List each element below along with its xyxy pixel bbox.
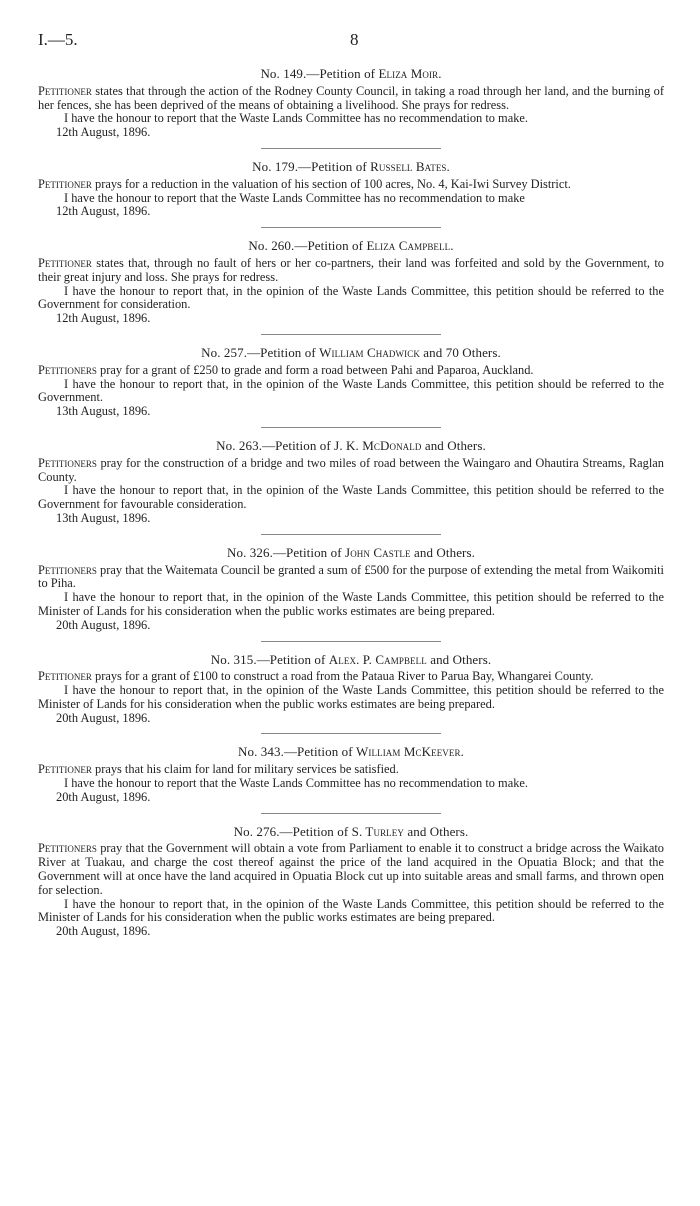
petitioner-name: William Chadwick bbox=[319, 344, 420, 360]
petition-257 bbox=[38, 346, 664, 419]
divider bbox=[261, 733, 441, 734]
petition-body: Petitioners pray for the construction of a bridge and two miles of road between the Waingaro and Ohautira Streams, Raglan County. bbox=[38, 455, 664, 484]
petitioner-name: Russell Bates. bbox=[370, 158, 450, 174]
report-date: 20th August, 1896. bbox=[56, 710, 151, 725]
committee-report: I have the honour to report that the Waste Lands Committee has no recommendation to make. bbox=[64, 111, 528, 126]
committee-report: I have the honour to report that, in the opinion of the Waste Lands Committee, this petition should be referred to the Government for favourable consideration. bbox=[38, 483, 664, 512]
petition-body: Petitioner states that, through no fault of hers or her co-partners, their land was forfeited and sold by the Government, to their great injury and loss. She prays for redress. bbox=[38, 255, 664, 284]
petition-315 bbox=[38, 653, 664, 726]
committee-report: I have the honour to report that the Waste Lands Committee has no recommendation to make bbox=[64, 190, 525, 205]
divider bbox=[261, 148, 441, 149]
petition-149 bbox=[38, 67, 664, 140]
report-date: 20th August, 1896. bbox=[56, 617, 151, 632]
report-date: 13th August, 1896. bbox=[56, 510, 151, 525]
petition-260 bbox=[38, 239, 664, 326]
divider bbox=[261, 641, 441, 642]
petitioner-name: Alex. P. Campbell bbox=[328, 651, 427, 667]
petitioner-name: William McKeever. bbox=[356, 744, 464, 760]
petition-body: Petitioners pray that the Waitemata Council be granted a sum of £500 for the purpose of extending the metal from Waikomiti to Piha. bbox=[38, 562, 664, 591]
committee-report: I have the honour to report that, in the opinion of the Waste Lands Committee, this petition should be referred to the Minister of Lands for his consideration when the public works estimates are being prepared. bbox=[38, 590, 664, 618]
petition-179 bbox=[38, 160, 664, 219]
petition-263 bbox=[38, 439, 664, 526]
divider bbox=[261, 334, 441, 335]
committee-report: I have the honour to report that, in the opinion of the Waste Lands Committee, this petition should be referred to the Government for consideration. bbox=[38, 283, 664, 312]
petitioner-name: S. Turley bbox=[351, 823, 404, 839]
petition-title: No. 263.—Petition of J. K. McDonald and Others. bbox=[216, 437, 486, 453]
petitioner-name: John Castle bbox=[345, 544, 411, 560]
divider bbox=[261, 227, 441, 228]
report-date: 12th August, 1896. bbox=[56, 125, 151, 140]
committee-report: I have the honour to report that, in the opinion of the Waste Lands Committee, this petition should be referred to the Government. bbox=[38, 376, 664, 405]
page-number: 8 bbox=[350, 30, 359, 49]
petition-title: No. 343.—Petition of William McKeever. bbox=[238, 744, 464, 760]
petitioner-name: Eliza Campbell. bbox=[366, 238, 454, 254]
report-date: 20th August, 1896. bbox=[56, 789, 151, 804]
petition-326 bbox=[38, 546, 664, 633]
petition-title: No. 257.—Petition of William Chadwick and 70 Others. bbox=[201, 344, 501, 360]
committee-report: I have the honour to report that, in the opinion of the Waste Lands Committee, this petition should be referred to the Minister of Lands for his consideration when the public works estimates are being prepared. bbox=[38, 683, 664, 711]
committee-report: I have the honour to report that the Waste Lands Committee has no recommendation to make. bbox=[64, 776, 528, 791]
petition-list bbox=[38, 67, 664, 939]
divider bbox=[261, 427, 441, 428]
document-reference: I.—5. bbox=[38, 30, 78, 49]
divider bbox=[261, 534, 441, 535]
petitioner-name: Eliza Moir. bbox=[378, 66, 442, 81]
petition-title: No. 315.—Petition of Alex. P. Campbell and Others. bbox=[210, 651, 492, 667]
petition-body: Petitioners pray for a grant of £250 to grade and form a road between Pahi and Paparoa, Auckland. bbox=[38, 362, 534, 377]
report-date: 12th August, 1896. bbox=[56, 204, 151, 219]
petition-body: Petitioner prays that his claim for land for military services be satisfied. bbox=[38, 762, 399, 777]
report-date: 13th August, 1896. bbox=[56, 404, 151, 419]
committee-report: I have the honour to report that, in the opinion of the Waste Lands Committee, this petition should be referred to the Minister of Lands for his consideration when the public works estimates are being prepared. bbox=[38, 896, 664, 925]
petition-title: No. 179.—Petition of Russell Bates. bbox=[252, 158, 450, 174]
page-header bbox=[38, 30, 660, 52]
report-date: 12th August, 1896. bbox=[56, 311, 151, 326]
petition-title: No. 326.—Petition of John Castle and Others. bbox=[227, 544, 475, 560]
petition-body: Petitioner prays for a grant of £100 to construct a road from the Pataua River to Parua Bay, Whangarei County. bbox=[38, 669, 594, 684]
divider bbox=[261, 813, 441, 814]
petition-title: No. 149.—Petition of Eliza Moir. bbox=[260, 66, 442, 81]
petition-body: Petitioner states that through the action of the Rodney County Council, in taking a road through her land, and the burning of her fences, she has been deprived of the means of obtaining a livelihood. She prays for redress. bbox=[38, 83, 664, 112]
report-date: 20th August, 1896. bbox=[56, 924, 151, 939]
petition-276 bbox=[38, 825, 664, 939]
petition-343 bbox=[38, 745, 664, 804]
petition-body: Petitioner prays for a reduction in the valuation of his section of 100 acres, No. 4, Kai-Iwi Survey District. bbox=[38, 176, 571, 191]
petitioner-name: J. K. McDonald bbox=[334, 437, 422, 453]
petition-title: No. 276.—Petition of S. Turley and Others. bbox=[233, 823, 469, 839]
petition-body: Petitioners pray that the Government will obtain a vote from Parliament to enable it to construct a bridge across the Waikato River at Tuakau, and charge the cost thereof against the price of the land acquired in the Opuatia Block; and that the Government will at once have the land acquired in Opuatia Block cut up into suitable areas and small farms, and thrown open for selection. bbox=[38, 841, 664, 897]
petition-title: No. 260.—Petition of Eliza Campbell. bbox=[248, 238, 454, 254]
